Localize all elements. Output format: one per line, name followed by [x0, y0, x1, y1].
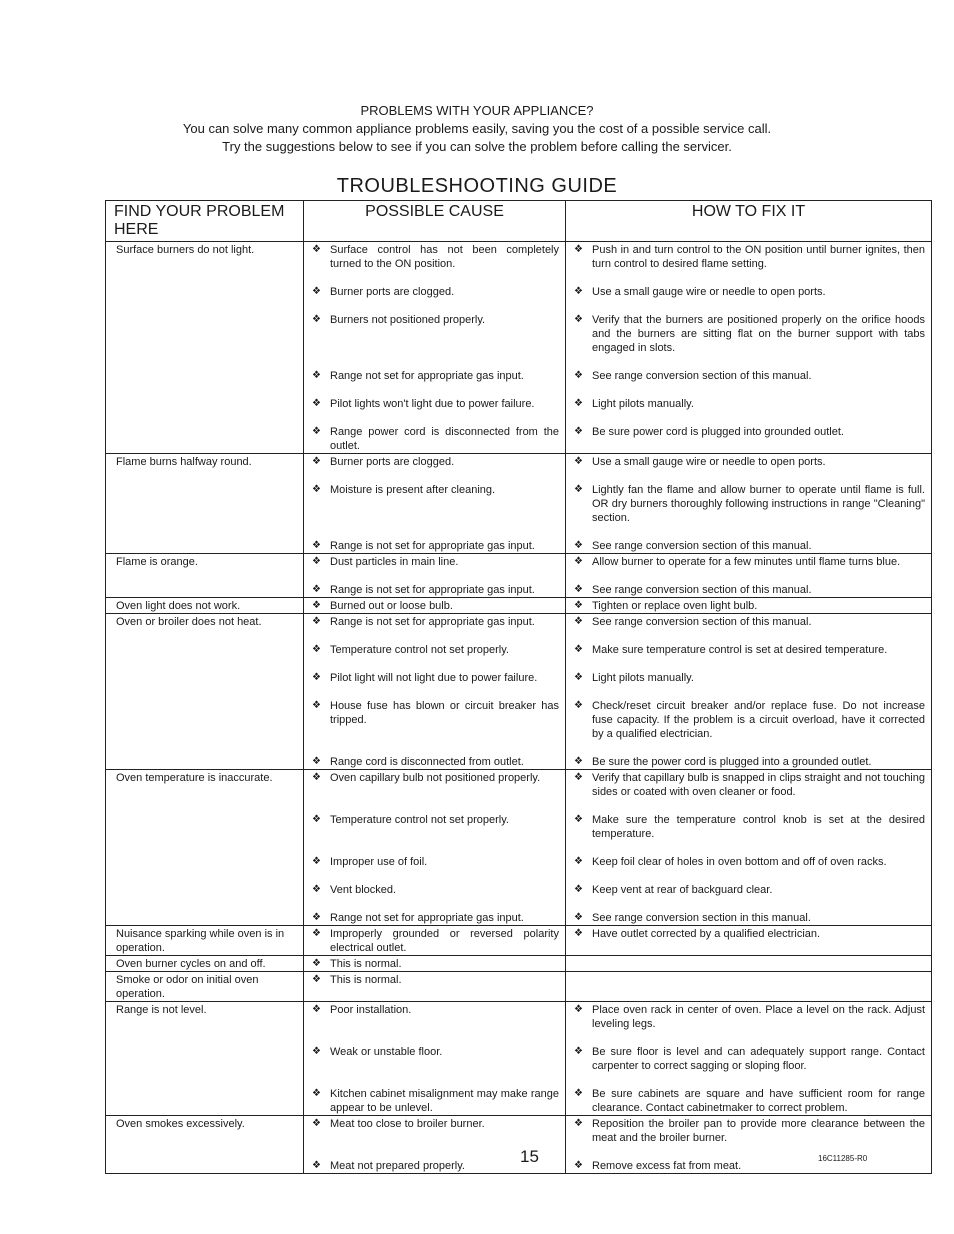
diamond-bullet-icon: ❖	[312, 584, 321, 595]
diamond-bullet-icon: ❖	[312, 600, 321, 611]
fix-item	[574, 599, 925, 613]
fix-text: See range conversion section of this manual.	[592, 540, 812, 552]
cause-text: Improperly grounded or reversed polarity electrical outlet.	[330, 928, 559, 954]
cause-text: This is normal.	[330, 974, 402, 986]
cause-item	[312, 771, 559, 799]
cause-text: Vent blocked.	[330, 884, 397, 896]
table-row	[106, 598, 932, 614]
fix-text: Place oven rack in center of oven. Place a level on the rack. Adjust leveling legs.	[592, 1004, 925, 1030]
table-header-row	[106, 201, 932, 242]
diamond-bullet-icon: ❖	[574, 540, 583, 551]
cause-cell	[304, 926, 566, 956]
fix-text: Be sure power cord is plugged into grounded outlet.	[592, 426, 844, 438]
fix-item	[574, 455, 925, 469]
diamond-bullet-icon: ❖	[312, 958, 321, 969]
fix-item	[574, 243, 925, 271]
problem-cell	[106, 554, 304, 598]
fix-cell	[566, 454, 932, 554]
diamond-bullet-icon: ❖	[574, 772, 583, 783]
fix-text: Allow burner to operate for a few minutes until flame turns blue.	[592, 556, 901, 568]
fix-cell	[566, 554, 932, 598]
problem-text: Oven temperature is inaccurate.	[116, 772, 273, 784]
fix-item	[574, 699, 925, 741]
cause-cell	[304, 972, 566, 1002]
problem-text: Oven smokes excessively.	[116, 1118, 245, 1130]
diamond-bullet-icon: ❖	[312, 772, 321, 783]
fix-item	[574, 1045, 925, 1073]
cause-text: Weak or unstable floor.	[330, 1046, 443, 1058]
fix-cell	[566, 956, 932, 972]
cause-item	[312, 855, 559, 869]
fix-cell	[566, 770, 932, 926]
diamond-bullet-icon: ❖	[574, 814, 583, 825]
fix-text: Check/reset circuit breaker and/or replace fuse. Do not increase fuse capacity. If the problem is a circuit overload, have it corrected by a qualified electrician.	[592, 700, 925, 740]
page-number: 15	[520, 1147, 539, 1166]
cause-cell	[304, 770, 566, 926]
diamond-bullet-icon: ❖	[574, 700, 583, 711]
document-code: 16C11285-R0	[818, 1154, 868, 1163]
fix-text	[592, 973, 925, 987]
diamond-bullet-icon: ❖	[312, 856, 321, 867]
diamond-bullet-icon: ❖	[312, 616, 321, 627]
cause-item	[312, 755, 559, 769]
diamond-bullet-icon: ❖	[574, 426, 583, 437]
diamond-bullet-icon: ❖	[312, 1088, 321, 1099]
table-row	[106, 1002, 932, 1116]
diamond-bullet-icon: ❖	[574, 484, 583, 495]
fix-item	[574, 555, 925, 569]
problem-cell	[106, 454, 304, 554]
diamond-bullet-icon: ❖	[312, 1046, 321, 1057]
fix-text: Remove excess fat from meat.	[592, 1160, 742, 1172]
cause-text: Burner ports are clogged.	[330, 286, 455, 298]
diamond-bullet-icon: ❖	[574, 672, 583, 683]
intro-text-line-1: You can solve many common appliance problems easily, saving you the cost of a possible service call.	[182, 121, 772, 136]
cause-cell	[304, 598, 566, 614]
fix-text: Tighten or replace oven light bulb.	[592, 600, 758, 612]
cause-item	[312, 615, 559, 629]
cause-item	[312, 927, 559, 955]
fix-item	[574, 813, 925, 841]
table-row	[106, 454, 932, 554]
cause-item	[312, 1003, 559, 1031]
cause-cell	[304, 614, 566, 770]
fix-text: Make sure temperature control is set at desired temperature.	[592, 644, 888, 656]
fix-item	[574, 1117, 925, 1145]
cause-item	[312, 583, 559, 597]
table-row	[106, 926, 932, 956]
table-row	[106, 770, 932, 926]
cause-text: This is normal.	[330, 958, 402, 970]
fix-item	[574, 285, 925, 299]
fix-text: See range conversion section in this manual.	[592, 912, 811, 924]
cause-text: House fuse has blown or circuit breaker has tripped.	[330, 700, 559, 726]
diamond-bullet-icon: ❖	[574, 912, 583, 923]
diamond-bullet-icon: ❖	[574, 584, 583, 595]
cause-item	[312, 455, 559, 469]
fix-item	[574, 973, 925, 987]
cause-text: Range is not set for appropriate gas input.	[330, 540, 535, 552]
fix-item	[574, 671, 925, 685]
table-row	[106, 1116, 932, 1174]
cause-item	[312, 1045, 559, 1073]
diamond-bullet-icon: ❖	[312, 484, 321, 495]
guide-title: TROUBLESHOOTING GUIDE	[336, 175, 618, 197]
diamond-bullet-icon: ❖	[312, 912, 321, 923]
fix-text: Make sure the temperature control knob is set at the desired temperature.	[592, 814, 925, 840]
fix-text: Use a small gauge wire or needle to open ports.	[592, 286, 826, 298]
cause-text: Oven capillary bulb not positioned properly.	[330, 772, 541, 784]
diamond-bullet-icon: ❖	[312, 1004, 321, 1015]
cause-text: Range cord is disconnected from outlet.	[330, 756, 524, 768]
diamond-bullet-icon: ❖	[312, 398, 321, 409]
cause-item	[312, 313, 559, 355]
diamond-bullet-icon: ❖	[312, 974, 321, 985]
cause-cell	[304, 1002, 566, 1116]
troubleshooting-table	[105, 200, 932, 1174]
fix-text: Have outlet corrected by a qualified electrician.	[592, 928, 821, 940]
fix-cell	[566, 1002, 932, 1116]
diamond-bullet-icon: ❖	[312, 928, 321, 939]
header-how-to-fix: HOW TO FIX IT	[566, 201, 932, 242]
problem-text: Flame burns halfway round.	[116, 456, 252, 468]
fix-cell	[566, 926, 932, 956]
fix-item	[574, 425, 925, 453]
fix-item	[574, 615, 925, 629]
fix-text: Light pilots manually.	[592, 398, 694, 410]
fix-text: Be sure the power cord is plugged into a grounded outlet.	[592, 756, 872, 768]
cause-text: Burned out or loose bulb.	[330, 600, 453, 612]
diamond-bullet-icon: ❖	[574, 370, 583, 381]
problem-cell	[106, 972, 304, 1002]
problem-text: Oven burner cycles on and off.	[116, 958, 266, 970]
diamond-bullet-icon: ❖	[574, 756, 583, 767]
cause-item	[312, 243, 559, 271]
fix-text: See range conversion section of this manual.	[592, 584, 812, 596]
cause-cell	[304, 554, 566, 598]
fix-text: Be sure floor is level and can adequately support range. Contact carpenter to correct sagging or sloping floor.	[592, 1046, 925, 1072]
problem-text: Smoke or odor on initial oven operation.	[116, 974, 259, 1000]
fix-item	[574, 483, 925, 525]
cause-item	[312, 1087, 559, 1115]
cause-item	[312, 813, 559, 841]
cause-item	[312, 285, 559, 299]
cause-item	[312, 957, 559, 971]
cause-text: Improper use of foil.	[330, 856, 428, 868]
cause-text: Range is not set for appropriate gas input.	[330, 616, 535, 628]
diamond-bullet-icon: ❖	[312, 370, 321, 381]
diamond-bullet-icon: ❖	[312, 700, 321, 711]
fix-text: Use a small gauge wire or needle to open ports.	[592, 456, 826, 468]
diamond-bullet-icon: ❖	[312, 884, 321, 895]
fix-item	[574, 583, 925, 597]
diamond-bullet-icon: ❖	[312, 426, 321, 437]
fix-item	[574, 1159, 925, 1173]
fix-text: Be sure cabinets are square and have sufficient room for range clearance. Contact cabinetmaker to correct problem.	[592, 1088, 925, 1114]
diamond-bullet-icon: ❖	[574, 456, 583, 467]
diamond-bullet-icon: ❖	[574, 398, 583, 409]
cause-cell	[304, 242, 566, 454]
problem-text: Flame is orange.	[116, 556, 198, 568]
diamond-bullet-icon: ❖	[574, 556, 583, 567]
diamond-bullet-icon: ❖	[574, 1088, 583, 1099]
cause-text: Poor installation.	[330, 1004, 412, 1016]
fix-cell	[566, 598, 932, 614]
header-find-problem: FIND YOUR PROBLEM HERE	[106, 201, 304, 242]
fix-item	[574, 397, 925, 411]
fix-item	[574, 539, 925, 553]
problem-text: Surface burners do not light.	[116, 244, 255, 256]
fix-item	[574, 771, 925, 799]
problem-text: Oven or broiler does not heat.	[116, 616, 262, 628]
cause-item	[312, 599, 559, 613]
diamond-bullet-icon: ❖	[312, 540, 321, 551]
diamond-bullet-icon: ❖	[574, 928, 583, 939]
diamond-bullet-icon: ❖	[574, 314, 583, 325]
fix-text: Verify that the burners are positioned properly on the orifice hoods and the burners are sitting flat on the burner support with tabs engaged in slots.	[592, 314, 925, 354]
cause-item	[312, 425, 559, 453]
diamond-bullet-icon: ❖	[574, 600, 583, 611]
fix-text: See range conversion section of this manual.	[592, 370, 812, 382]
diamond-bullet-icon: ❖	[574, 244, 583, 255]
fix-item	[574, 855, 925, 869]
cause-text: Moisture is present after cleaning.	[330, 484, 496, 496]
cause-item	[312, 555, 559, 569]
table-row	[106, 956, 932, 972]
diamond-bullet-icon: ❖	[312, 456, 321, 467]
cause-item	[312, 883, 559, 897]
problem-cell	[106, 956, 304, 972]
cause-text: Pilot lights won't light due to power failure.	[330, 398, 535, 410]
cause-text: Temperature control not set properly.	[330, 644, 509, 656]
cause-text: Surface control has not been completely turned to the ON position.	[330, 244, 559, 270]
fix-text: Light pilots manually.	[592, 672, 694, 684]
diamond-bullet-icon: ❖	[312, 1118, 321, 1129]
cause-text: Burners not positioned properly.	[330, 314, 486, 326]
diamond-bullet-icon: ❖	[312, 1160, 321, 1171]
fix-cell	[566, 1116, 932, 1174]
cause-item	[312, 1117, 559, 1145]
problem-cell	[106, 598, 304, 614]
cause-item	[312, 973, 559, 987]
fix-text: Push in and turn control to the ON position until burner ignites, then turn control to desired flame setting.	[592, 244, 925, 270]
diamond-bullet-icon	[574, 957, 592, 971]
fix-text: Keep vent at rear of backguard clear.	[592, 884, 773, 896]
cause-cell	[304, 956, 566, 972]
diamond-bullet-icon: ❖	[574, 1160, 583, 1171]
diamond-bullet-icon: ❖	[312, 314, 321, 325]
fix-text: Reposition the broiler pan to provide more clearance between the meat and the broiler burner.	[592, 1118, 925, 1144]
cause-item	[312, 643, 559, 657]
fix-item	[574, 957, 925, 971]
table-row	[106, 554, 932, 598]
problem-cell	[106, 614, 304, 770]
diamond-bullet-icon: ❖	[312, 556, 321, 567]
cause-text: Range not set for appropriate gas input.	[330, 370, 524, 382]
cause-item	[312, 539, 559, 553]
diamond-bullet-icon: ❖	[574, 644, 583, 655]
fix-text: Keep foil clear of holes in oven bottom and off of oven racks.	[592, 856, 887, 868]
cause-item	[312, 369, 559, 383]
fix-item	[574, 1087, 925, 1115]
cause-text: Burner ports are clogged.	[330, 456, 455, 468]
intro-heading: PROBLEMS WITH YOUR APPLIANCE?	[360, 103, 594, 118]
cause-item	[312, 483, 559, 525]
problem-cell	[106, 926, 304, 956]
problem-cell	[106, 1116, 304, 1174]
problem-cell	[106, 770, 304, 926]
diamond-bullet-icon: ❖	[574, 884, 583, 895]
cause-item	[312, 671, 559, 685]
cause-text: Pilot light will not light due to power failure.	[330, 672, 538, 684]
diamond-bullet-icon: ❖	[312, 286, 321, 297]
problem-text: Range is not level.	[116, 1004, 207, 1016]
fix-item	[574, 927, 925, 955]
fix-item	[574, 883, 925, 897]
fix-item	[574, 369, 925, 383]
cause-item	[312, 911, 559, 925]
table-row	[106, 972, 932, 1002]
diamond-bullet-icon: ❖	[574, 1046, 583, 1057]
diamond-bullet-icon	[574, 973, 592, 987]
diamond-bullet-icon: ❖	[574, 1004, 583, 1015]
fix-item	[574, 643, 925, 657]
cause-text: Meat too close to broiler burner.	[330, 1118, 485, 1130]
diamond-bullet-icon: ❖	[312, 814, 321, 825]
fix-cell	[566, 972, 932, 1002]
fix-text	[592, 957, 925, 971]
fix-item	[574, 1003, 925, 1031]
fix-item	[574, 313, 925, 355]
intro-text-line-2: Try the suggestions below to see if you can solve the problem before calling the servicer.	[222, 139, 732, 154]
cause-cell	[304, 454, 566, 554]
header-possible-cause: POSSIBLE CAUSE	[304, 201, 566, 242]
fix-item	[574, 755, 925, 769]
fix-text: Lightly fan the flame and allow burner to operate until flame is full. OR dry burners thoroughly following instructions in range "Cleaning" section.	[592, 484, 925, 524]
table-row	[106, 242, 932, 454]
diamond-bullet-icon: ❖	[312, 756, 321, 767]
table-row	[106, 614, 932, 770]
diamond-bullet-icon: ❖	[574, 856, 583, 867]
fix-cell	[566, 614, 932, 770]
problem-text: Oven light does not work.	[116, 600, 241, 612]
fix-text: See range conversion section of this manual.	[592, 616, 812, 628]
cause-text: Temperature control not set properly.	[330, 814, 509, 826]
fix-cell	[566, 242, 932, 454]
diamond-bullet-icon: ❖	[312, 244, 321, 255]
diamond-bullet-icon: ❖	[574, 1118, 583, 1129]
problem-cell	[106, 1002, 304, 1116]
cause-text: Dust particles in main line.	[330, 556, 459, 568]
diamond-bullet-icon: ❖	[312, 672, 321, 683]
cause-item	[312, 699, 559, 741]
problem-cell	[106, 242, 304, 454]
diamond-bullet-icon: ❖	[574, 616, 583, 627]
cause-item	[312, 397, 559, 411]
fix-text: Verify that capillary bulb is snapped in clips straight and not touching sides or coated with oven cleaner or food.	[592, 772, 925, 798]
cause-text: Kitchen cabinet misalignment may make range appear to be unlevel.	[330, 1088, 559, 1114]
cause-text: Range not set for appropriate gas input.	[330, 912, 524, 924]
fix-item	[574, 911, 925, 925]
cause-text: Meat not prepared properly.	[330, 1160, 465, 1172]
diamond-bullet-icon: ❖	[312, 644, 321, 655]
diamond-bullet-icon: ❖	[574, 286, 583, 297]
cause-text: Range is not set for appropriate gas input.	[330, 584, 535, 596]
cause-text: Range power cord is disconnected from the outlet.	[330, 426, 559, 452]
problem-text: Nuisance sparking while oven is in operation.	[116, 928, 285, 954]
